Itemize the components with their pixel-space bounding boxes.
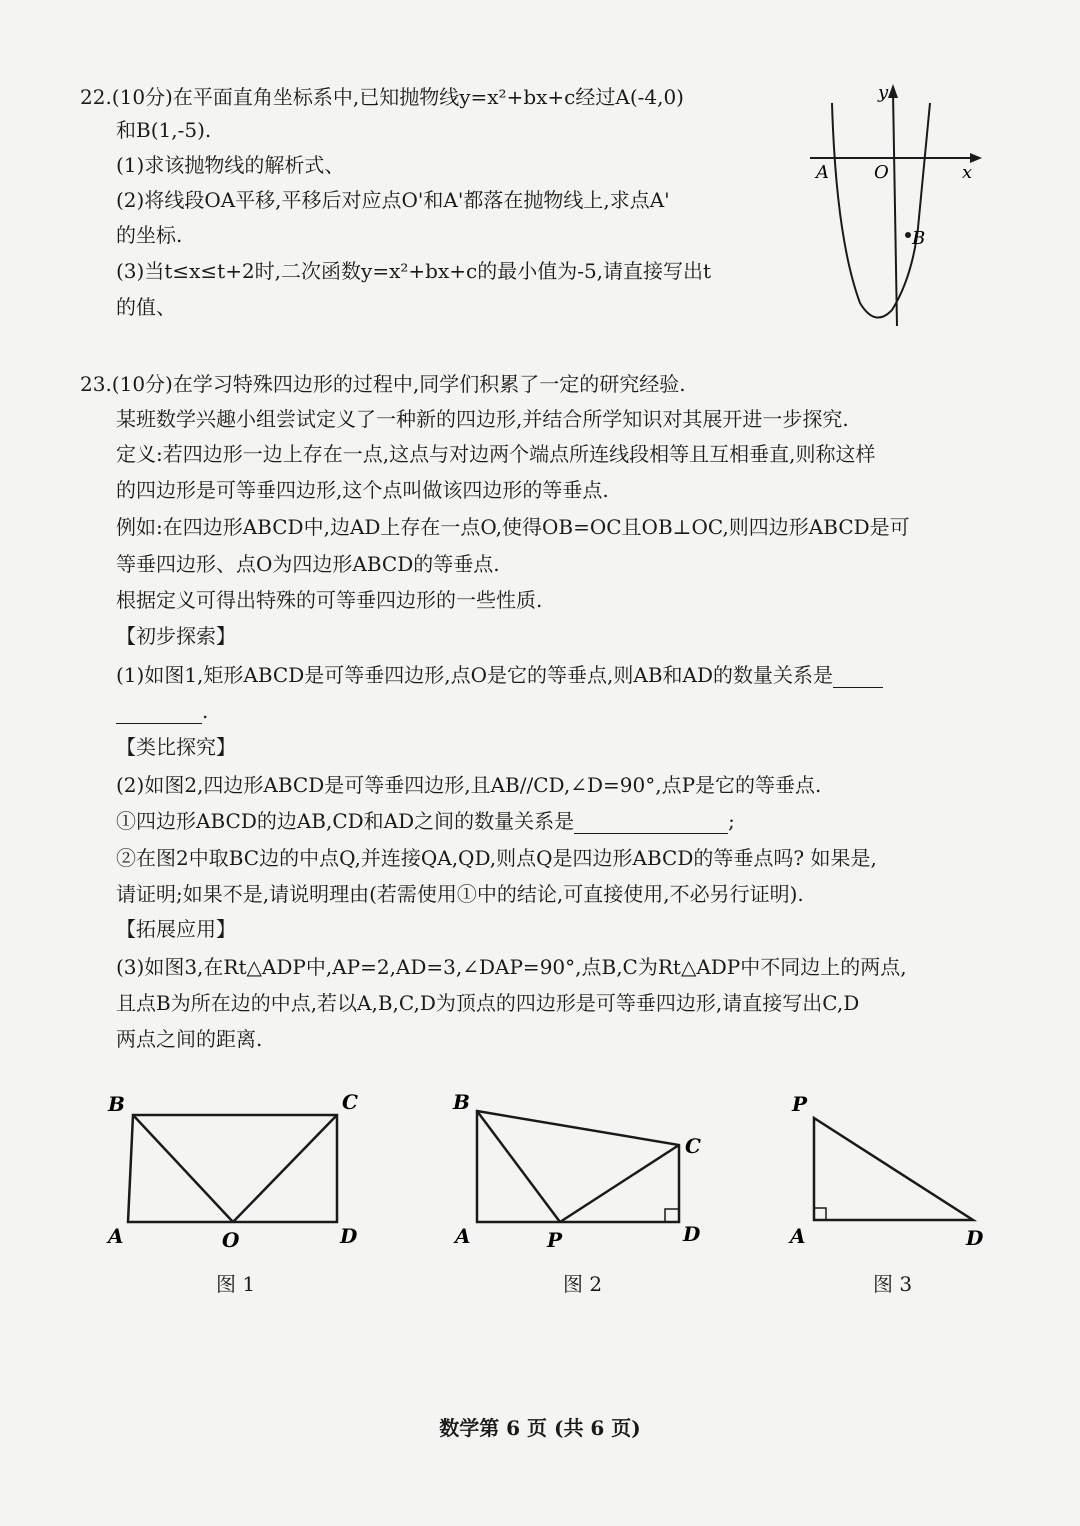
q22-line-7: 的值、 — [116, 295, 176, 319]
q23-part-2a-text: ①四边形ABCD的边AB,CD和AD之间的数量关系是 — [116, 809, 575, 833]
q23-part-2: (2)如图2,四边形ABCD是可等垂四边形,且AB//CD,∠D=90°,点P是它的等垂点. — [116, 773, 822, 797]
q23-part-2a — [116, 808, 735, 834]
graph-a-label: A — [816, 162, 829, 183]
page-footer: 数学第 6 页 (共 6 页) — [439, 1416, 641, 1440]
q23-part-1 — [116, 662, 883, 688]
parabola-curve — [832, 103, 930, 318]
q23-line-1: 23.(10分)在学习特殊四边形的过程中,同学们积累了一定的研究经验. — [80, 372, 686, 396]
q23-part-2b: ②在图2中取BC边的中点Q,并连接QA,QD,则点Q是四边形ABCD的等垂点吗? 如果是, — [116, 846, 877, 870]
segment-pb — [477, 1111, 560, 1222]
fig1-label-b: B — [108, 1092, 125, 1116]
figure-1 — [100, 1085, 380, 1255]
q22-line-3: (1)求该抛物线的解析式、 — [116, 153, 345, 177]
fig2-label-b: B — [453, 1090, 470, 1114]
fig2-label-c: C — [685, 1134, 701, 1158]
q23-line-3: 定义:若四边形一边上存在一点,这点与对边两个端点所连线段相等且互相垂直,则称这样 — [116, 442, 876, 466]
y-axis — [893, 92, 897, 326]
answer-blank-1b[interactable] — [116, 703, 202, 724]
q22-line-1: 22.(10分)在平面直角坐标系中,已知抛物线y=x²+bx+c经过A(-4,0) — [80, 85, 684, 109]
fig3-label-a: A — [790, 1224, 806, 1248]
figure-3-caption: 图 3 — [873, 1272, 913, 1296]
semicolon: ; — [728, 809, 735, 833]
q23-part-3: (3)如图3,在Rt△ADP中,AP=2,AD=3,∠DAP=90°,点B,C为Rt△ADP中不同边上的两点, — [116, 955, 907, 979]
fig1-label-d: D — [340, 1224, 358, 1248]
segment-pc — [560, 1145, 679, 1222]
segment-ob — [133, 1115, 233, 1222]
q23-part-3-cont2: 两点之间的距离. — [116, 1027, 263, 1051]
section-heading-2: 【类比探究】 — [116, 735, 236, 759]
point-b — [905, 232, 911, 238]
right-angle-mark-d — [665, 1209, 679, 1222]
answer-blank-2[interactable] — [574, 813, 728, 834]
graph-b-label: B — [912, 228, 926, 249]
graph-y-label: y — [878, 82, 889, 103]
fig3-label-d: D — [966, 1226, 984, 1250]
section-heading-3: 【拓展应用】 — [116, 917, 236, 941]
fig1-label-o: O — [222, 1228, 240, 1252]
right-angle-mark-a — [814, 1208, 826, 1220]
figure-1-caption: 图 1 — [216, 1272, 256, 1296]
rectangle-abcd — [128, 1115, 337, 1222]
fig3-label-p: P — [792, 1092, 808, 1116]
period: . — [202, 699, 209, 723]
fig2-label-a: A — [455, 1224, 471, 1248]
fig1-label-c: C — [342, 1090, 358, 1114]
quadrilateral-abcd — [477, 1111, 679, 1222]
figure-2-caption: 图 2 — [563, 1272, 603, 1296]
figure-3 — [780, 1085, 1010, 1255]
q23-line-4: 的四边形是可等垂四边形,这个点叫做该四边形的等垂点. — [116, 478, 609, 502]
y-axis-arrow-icon — [888, 84, 898, 98]
fig2-label-p: P — [547, 1228, 563, 1252]
figure-2 — [445, 1085, 725, 1255]
answer-blank-1a[interactable] — [833, 667, 883, 688]
q22-line-6: (3)当t≤x≤t+2时,二次函数y=x²+bx+c的最小值为-5,请直接写出t — [116, 259, 712, 283]
fig1-label-a: A — [108, 1224, 124, 1248]
q23-line-5: 例如:在四边形ABCD中,边AD上存在一点O,使得OB=OC且OB⊥OC,则四边形ABCD是可 — [116, 515, 910, 539]
q23-line-2: 某班数学兴趣小组尝试定义了一种新的四边形,并结合所学知识对其展开进一步探究. — [116, 407, 849, 431]
segment-oc — [233, 1115, 337, 1222]
q23-part-3-cont: 且点B为所在边的中点,若以A,B,C,D为顶点的四边形是可等垂四边形,请直接写出C,D — [116, 991, 860, 1015]
triangle-adp — [814, 1118, 973, 1220]
q23-part-2b-cont: 请证明;如果不是,请说明理由(若需使用①中的结论,可直接使用,不必另行证明). — [116, 882, 804, 906]
q23-part-1-cont — [116, 698, 208, 724]
q22-line-5: 的坐标. — [116, 223, 183, 247]
q22-line-2: 和B(1,-5). — [116, 118, 212, 142]
graph-x-label: x — [962, 162, 973, 183]
graph-o-label: O — [874, 162, 889, 183]
q22-parabola-graph — [800, 78, 1000, 338]
q23-part-1-text: (1)如图1,矩形ABCD是可等垂四边形,点O是它的等垂点,则AB和AD的数量关系是 — [116, 663, 833, 687]
q23-line-7: 根据定义可得出特殊的可等垂四边形的一些性质. — [116, 588, 543, 612]
section-heading-1: 【初步探索】 — [116, 624, 236, 648]
fig2-label-d: D — [683, 1222, 701, 1246]
q23-line-6: 等垂四边形、点O为四边形ABCD的等垂点. — [116, 552, 500, 576]
q22-line-4: (2)将线段OA平移,平移后对应点O'和A'都落在抛物线上,求点A' — [116, 188, 670, 212]
